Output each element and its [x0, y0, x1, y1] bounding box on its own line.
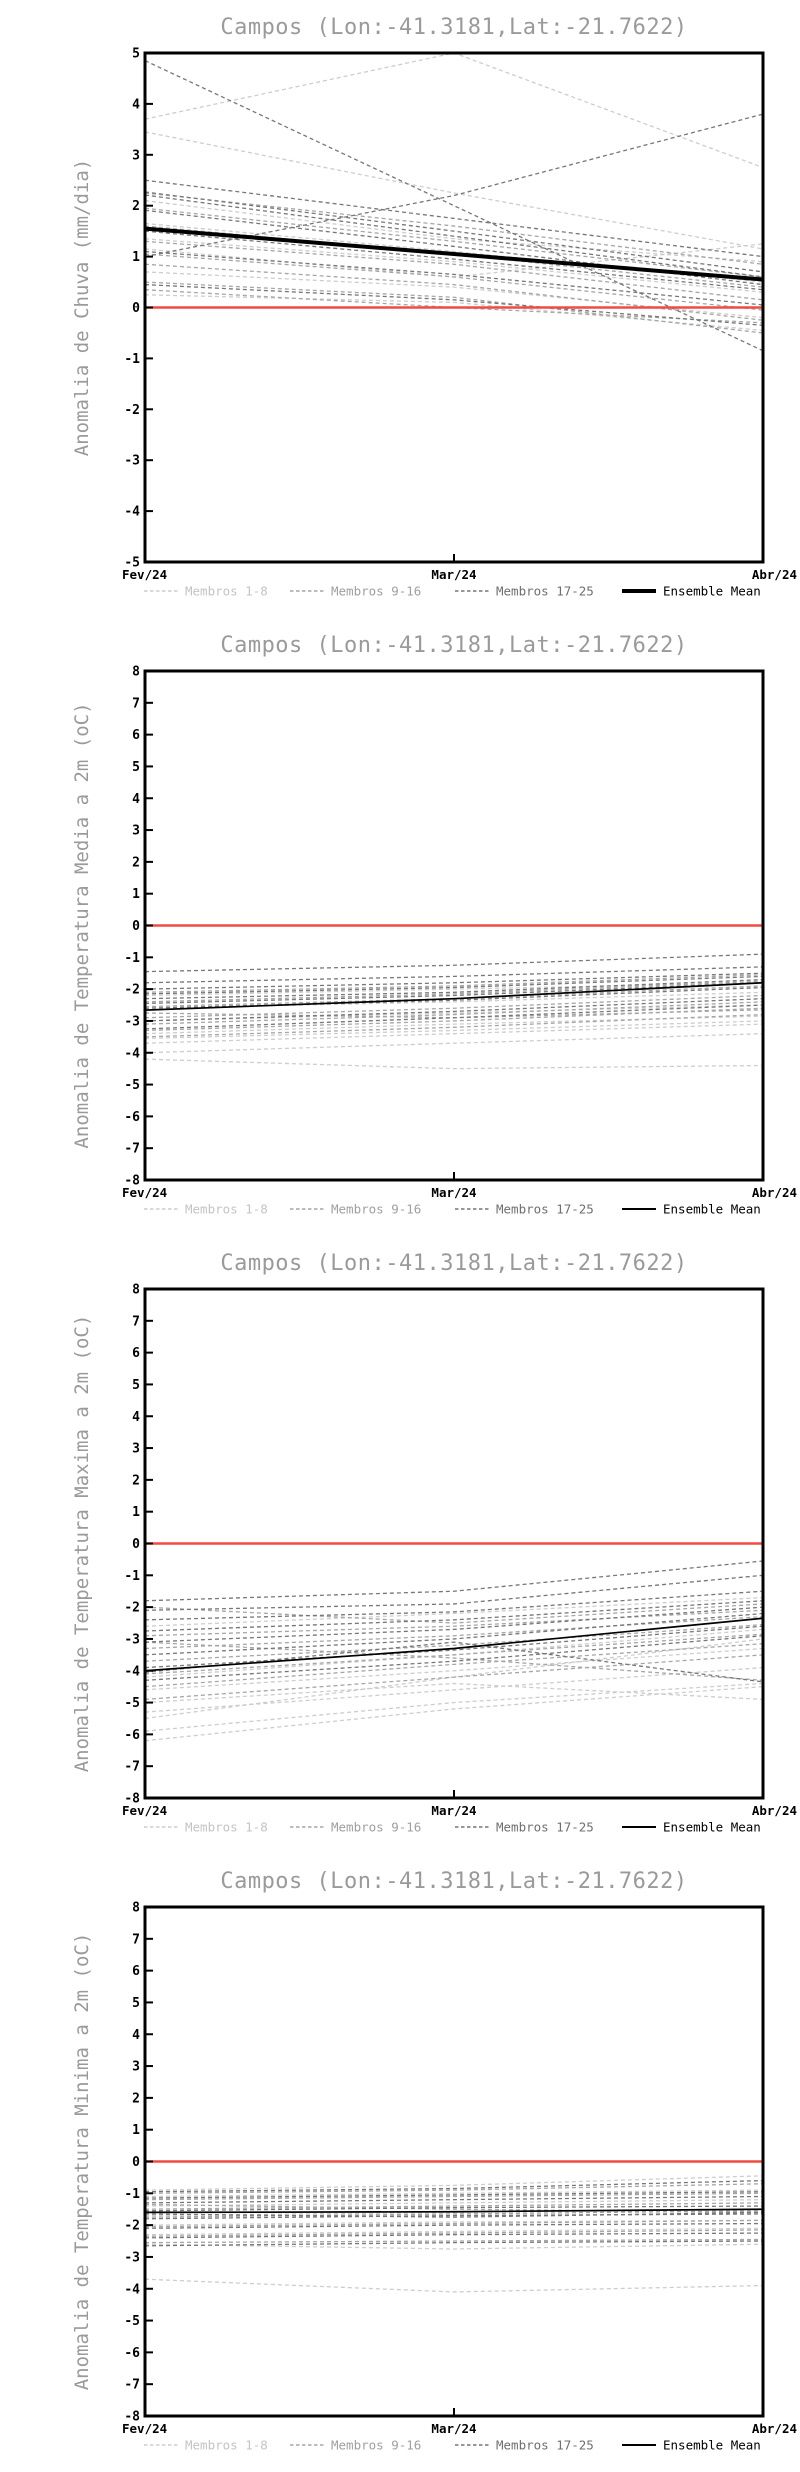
y-tick-label: 8 [132, 664, 140, 680]
y-tick-label: 3 [132, 823, 140, 839]
y-tick-label: 7 [132, 696, 140, 712]
y-tick-label: -7 [124, 1759, 140, 1775]
y-tick-label: 5 [132, 759, 140, 775]
y-tick-label: 6 [132, 728, 140, 744]
y-tick-label: 6 [132, 1346, 140, 1362]
legend-label-light: Membros 1-8 [185, 1201, 268, 1217]
chart-title: Campos (Lon:-41.3181,Lat:-21.7622) [220, 15, 688, 40]
y-tick-label: 2 [132, 2091, 140, 2107]
member-line-dark-2 [145, 1575, 763, 1610]
y-tick-label: -5 [124, 1696, 140, 1712]
legend-label-dark: Membros 17-25 [496, 1819, 594, 1835]
legend-label-light: Membros 1-8 [185, 2437, 268, 2453]
y-tick-label: -5 [124, 2314, 140, 2330]
chart-panel-2 [0, 618, 800, 1236]
member-line-light-1 [145, 1683, 763, 1731]
y-tick-label: -6 [124, 1727, 140, 1743]
chart-panel-4 [0, 1854, 800, 2472]
y-tick-label: -3 [124, 1014, 140, 1030]
y-tick-label: 4 [132, 791, 140, 807]
y-tick-label: 0 [132, 2155, 140, 2170]
y-tick-label: -8 [124, 1791, 140, 1807]
member-line-light-7 [145, 2279, 763, 2292]
y-tick-label: -3 [124, 1632, 140, 1648]
legend-label-medium: Membros 9-16 [331, 2437, 422, 2453]
y-tick-label: 2 [132, 1473, 140, 1489]
x-tick-label: Fev/24 [122, 2421, 168, 2436]
chart-svg-2 [0, 618, 800, 1236]
y-tick-label: -1 [124, 351, 140, 367]
y-tick-label: 2 [132, 199, 140, 215]
y-tick-label: -5 [124, 1078, 140, 1094]
y-tick-label: 5 [132, 1995, 140, 2011]
y-tick-label: -7 [124, 2377, 140, 2393]
y-tick-label: -1 [124, 2186, 140, 2202]
y-tick-label: -1 [124, 1568, 140, 1584]
y-tick-label: 0 [132, 301, 140, 316]
x-tick-label: Fev/24 [122, 1185, 168, 1200]
member-line-light-3 [145, 1639, 763, 1719]
member-line-light-3 [145, 2200, 763, 2206]
x-tick-label: Abr/24 [751, 1803, 797, 1818]
x-tick-label: Abr/24 [751, 2421, 797, 2436]
y-tick-label: 7 [132, 1314, 140, 1330]
chart-panel-3 [0, 1236, 800, 1854]
legend-label-medium: Membros 9-16 [331, 583, 422, 599]
legend-label-mean: Ensemble Mean [663, 2437, 761, 2453]
legend-label-mean: Ensemble Mean [663, 1819, 761, 1835]
y-tick-label: 3 [132, 148, 140, 164]
y-axis-label: Anomalia de Temperatura Minima a 2m (oC) [71, 1932, 93, 2391]
y-tick-label: -8 [124, 1173, 140, 1189]
x-tick-label: Fev/24 [122, 567, 168, 582]
member-line-dark-1 [145, 954, 763, 971]
x-tick-label: Mar/24 [431, 567, 477, 582]
member-line-dark-9 [145, 285, 763, 326]
y-tick-label: -2 [124, 1600, 140, 1616]
member-line-medium-5 [145, 1634, 763, 1674]
legend-label-medium: Membros 9-16 [331, 1819, 422, 1835]
y-tick-label: 0 [132, 919, 140, 934]
y-tick-label: 8 [132, 1282, 140, 1298]
y-tick-label: -3 [124, 2250, 140, 2266]
legend-label-light: Membros 1-8 [185, 1819, 268, 1835]
y-tick-label: -5 [124, 555, 140, 571]
y-tick-label: 5 [132, 46, 140, 62]
y-tick-label: 1 [132, 250, 140, 266]
y-tick-label: 0 [132, 1537, 140, 1552]
x-tick-label: Fev/24 [122, 1803, 168, 1818]
y-tick-label: -3 [124, 453, 140, 469]
y-tick-label: 4 [132, 2027, 140, 2043]
legend-label-mean: Ensemble Mean [663, 1201, 761, 1217]
y-tick-label: -2 [124, 402, 140, 418]
y-tick-label: 5 [132, 1377, 140, 1393]
y-axis-label: Anomalia de Chuva (mm/dia) [71, 158, 93, 457]
legend-label-dark: Membros 17-25 [496, 1201, 594, 1217]
chart-title: Campos (Lon:-41.3181,Lat:-21.7622) [220, 633, 688, 658]
y-tick-label: -6 [124, 2345, 140, 2361]
y-tick-label: 8 [132, 1900, 140, 1916]
y-tick-label: 4 [132, 1409, 140, 1425]
legend-label-dark: Membros 17-25 [496, 2437, 594, 2453]
member-line-light-4 [145, 1059, 763, 1069]
chart-title: Campos (Lon:-41.3181,Lat:-21.7622) [220, 1251, 688, 1276]
y-tick-label: 1 [132, 1505, 140, 1521]
y-tick-label: 3 [132, 1441, 140, 1457]
x-tick-label: Mar/24 [431, 1185, 477, 1200]
legend-label-dark: Membros 17-25 [496, 583, 594, 599]
y-tick-label: 7 [132, 1932, 140, 1948]
chart-panel-1 [0, 0, 800, 618]
chart-svg-1 [0, 0, 800, 618]
y-axis-label: Anomalia de Temperatura Media a 2m (oC) [71, 702, 93, 1149]
chart-svg-4 [0, 1854, 800, 2472]
legend-label-medium: Membros 9-16 [331, 1201, 422, 1217]
x-tick-label: Mar/24 [431, 1803, 477, 1818]
y-tick-label: -2 [124, 982, 140, 998]
chart-title: Campos (Lon:-41.3181,Lat:-21.7622) [220, 1869, 688, 1894]
y-tick-label: -7 [124, 1141, 140, 1157]
member-line-medium-5 [145, 254, 763, 310]
y-tick-label: -6 [124, 1109, 140, 1125]
y-tick-label: -2 [124, 2218, 140, 2234]
y-tick-label: 1 [132, 887, 140, 903]
y-tick-label: -4 [124, 504, 140, 520]
y-tick-label: -1 [124, 950, 140, 966]
y-tick-label: 4 [132, 97, 140, 113]
y-tick-label: -8 [124, 2409, 140, 2425]
legend-label-mean: Ensemble Mean [663, 583, 761, 599]
x-tick-label: Abr/24 [751, 567, 797, 582]
y-tick-label: 2 [132, 855, 140, 871]
y-tick-label: 6 [132, 1964, 140, 1980]
member-line-dark-1 [145, 1561, 763, 1601]
legend-label-light: Membros 1-8 [185, 583, 268, 599]
x-tick-label: Mar/24 [431, 2421, 477, 2436]
x-tick-label: Abr/24 [751, 1185, 797, 1200]
y-axis-label: Anomalia de Temperatura Maxima a 2m (oC) [71, 1314, 93, 1773]
chart-svg-3 [0, 1236, 800, 1854]
y-tick-label: -4 [124, 1046, 140, 1062]
y-tick-label: 1 [132, 2123, 140, 2139]
y-tick-label: -4 [124, 1664, 140, 1680]
y-tick-label: 3 [132, 2059, 140, 2075]
y-tick-label: -4 [124, 2282, 140, 2298]
